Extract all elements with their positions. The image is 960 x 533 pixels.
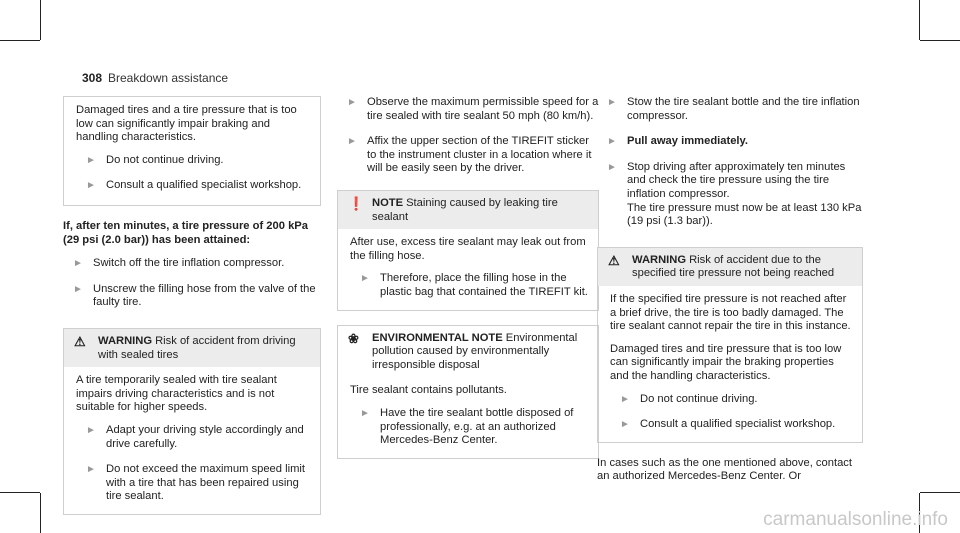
step: ► Have the tire sealant bottle disposed of professionally, e.g. at an authorized Mercedes-Benz Center. bbox=[360, 406, 574, 447]
arrow-icon: ► bbox=[86, 424, 96, 436]
arrow-icon: ► bbox=[607, 136, 617, 148]
arrow-icon: ► bbox=[347, 97, 357, 108]
arrow-icon: ► bbox=[86, 154, 96, 166]
page-number: 308 bbox=[82, 71, 103, 85]
step: ► Pull away immediately. bbox=[607, 135, 749, 148]
warning-icon: ⚠ bbox=[74, 333, 86, 349]
step: ► Do not exceed the maximum speed limit with a tire that has been repaired using tire sealant. bbox=[86, 463, 305, 503]
arrow-icon: ► bbox=[360, 407, 370, 419]
step: ► Therefore, place the filling hose in the plastic bag that contained the TIREFIT kit. bbox=[360, 272, 588, 298]
step: ► Do not continue driving. bbox=[86, 153, 224, 166]
continuation-box bbox=[63, 96, 321, 206]
step: ► Switch off the tire inflation compressor. bbox=[73, 257, 285, 270]
warning-label: WARNING bbox=[632, 253, 687, 266]
step: ► Consult a qualified specialist workshop. bbox=[86, 179, 302, 192]
warning-label: WARNING bbox=[98, 334, 153, 347]
note-box bbox=[337, 190, 599, 311]
arrow-icon: ► bbox=[607, 161, 617, 173]
watermark: carmanualsonline.info bbox=[763, 509, 948, 531]
crop-mark bbox=[0, 492, 40, 493]
column-1 bbox=[63, 96, 321, 529]
note-paragraph: After use, excess tire sealant may leak out from the filling hose. bbox=[350, 236, 586, 262]
warning-box bbox=[597, 247, 863, 443]
step: ► Affix the upper section of the TIREFIT sticker to the instrument cluster in a location where it will be easily seen by the driver. bbox=[347, 135, 592, 175]
arrow-icon: ► bbox=[73, 258, 83, 270]
warning-title: Risk of accident due to the specified tire pressure not being reached bbox=[632, 253, 835, 280]
environmental-note-box bbox=[337, 325, 599, 459]
note-title: Staining caused by leaking tire sealant bbox=[372, 196, 558, 223]
section-heading: If, after ten minutes, a tire pressure of 200 kPa (29 psi (2.0 bar)) has been attained: bbox=[63, 219, 308, 246]
step: ► Do not continue driving. bbox=[620, 392, 758, 405]
exclamation-icon: ❗ bbox=[348, 195, 365, 211]
arrow-icon: ► bbox=[86, 180, 96, 192]
arrow-icon: ► bbox=[73, 283, 83, 295]
arrow-icon: ► bbox=[620, 419, 630, 431]
crop-mark bbox=[920, 40, 960, 41]
warning-title: Risk of accident from driving with sealed tires bbox=[98, 334, 296, 361]
warning-box bbox=[63, 328, 321, 515]
column-2 bbox=[337, 96, 599, 473]
arrow-icon: ► bbox=[360, 273, 370, 285]
env-note-label: ENVIRONMENTAL NOTE bbox=[372, 331, 503, 344]
warning-paragraph: Damaged tires and tire pressure that is too low can significantly impair the braking properties and the handling characteristics. bbox=[610, 342, 842, 382]
crop-mark bbox=[40, 0, 41, 40]
env-note-title: Environmental pollution caused by environmentally irresponsible disposal bbox=[372, 331, 578, 371]
warning-icon: ⚠ bbox=[608, 252, 620, 268]
step: ► Stow the tire sealant bottle and the tire inflation compressor. bbox=[607, 96, 860, 122]
crop-mark bbox=[40, 493, 41, 533]
step: ► Unscrew the filling hose from the valve of the faulty tire. bbox=[73, 282, 316, 309]
crop-mark bbox=[920, 492, 960, 493]
step: ► Consult a qualified specialist workshop. bbox=[620, 418, 836, 431]
arrow-icon: ► bbox=[347, 136, 357, 148]
warning-paragraph: A tire temporarily sealed with tire sealant impairs driving characteristics and is not suitable for higher speeds. bbox=[76, 374, 277, 414]
arrow-icon: ► bbox=[620, 393, 630, 405]
crop-mark bbox=[0, 40, 40, 41]
note-label: NOTE bbox=[372, 196, 404, 209]
arrow-icon: ► bbox=[86, 464, 96, 476]
closing-paragraph: In cases such as the one mentioned above, contact an authorized Mercedes-Benz Center. Or bbox=[597, 456, 852, 483]
step: ► Observe the maximum permissible speed for a tire sealed with tire sealant 50 mph (80 km/h). bbox=[347, 96, 599, 122]
arrow-icon: ► bbox=[607, 97, 617, 108]
section-title: Breakdown assistance bbox=[108, 71, 229, 85]
column-3 bbox=[597, 96, 863, 493]
crop-mark bbox=[919, 0, 920, 40]
step: ► Stop driving after approximately ten minutes and check the tire pressure using the tire inflation compressor. The tire pressure must now be at least 130 kPa (19 psi (1.3 bar)). bbox=[607, 160, 862, 228]
step: ► Adapt your driving style accordingly and drive carefully. bbox=[86, 423, 304, 450]
intro-paragraph: Damaged tires and a tire pressure that is too low can significantly impair braking and handling characteristics. bbox=[76, 104, 297, 144]
warning-paragraph: If the specified tire pressure is not reached after a brief drive, the tire is too badly damaged. The tire sealant cannot repair the tire in this instance. bbox=[610, 292, 851, 333]
leaf-icon: ❀ bbox=[348, 330, 359, 346]
env-note-paragraph: Tire sealant contains pollutants. bbox=[350, 384, 507, 397]
